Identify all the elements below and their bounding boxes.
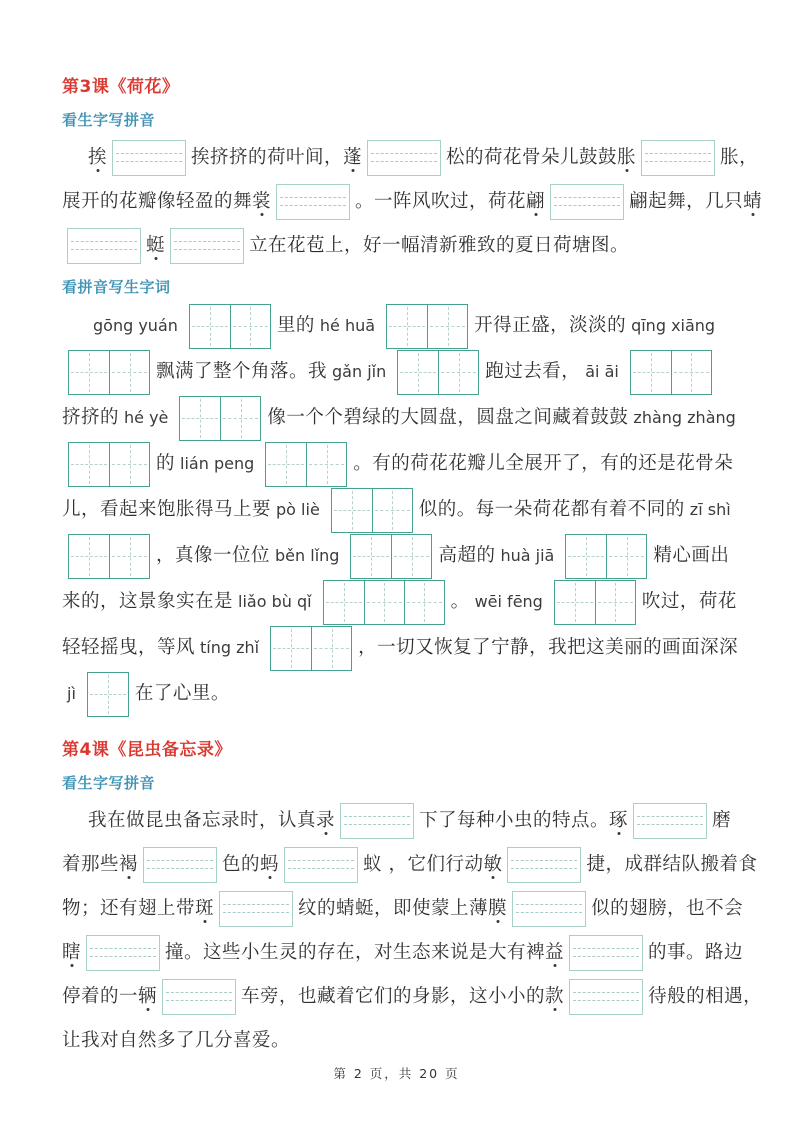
grid-cell <box>220 397 260 440</box>
grid-cell <box>109 443 149 486</box>
emphasized-character: 挨 <box>88 146 108 168</box>
chinese-text: 胀， <box>720 146 759 168</box>
chinese-text: 待般的相遇， <box>648 985 763 1007</box>
text-line <box>62 395 739 441</box>
chinese-text: 磨 <box>712 809 732 831</box>
character-grid-box <box>630 350 712 395</box>
pinyin-answer-box <box>340 803 414 839</box>
text-line <box>62 487 739 533</box>
pinyin-answer-box <box>219 891 293 927</box>
pinyin-text: hé huā <box>319 316 376 335</box>
pinyin-answer-box <box>512 891 586 927</box>
grid-cell <box>555 581 595 624</box>
emphasized-character: 瞎 <box>62 941 82 963</box>
grid-cell <box>438 351 478 394</box>
pinyin-answer-box <box>550 184 624 220</box>
pinyin-text: āi āi <box>585 362 619 381</box>
lesson-section-1 <box>62 72 763 717</box>
text-line <box>62 441 739 487</box>
lesson-title: 第3课《荷花》 <box>62 77 180 97</box>
chinese-text: 停着的一 <box>62 985 139 1007</box>
pinyin-text: huà jiā <box>500 546 555 565</box>
text-line <box>62 533 739 579</box>
chinese-text: 车旁，也藏着它们的身影，这小小的 <box>241 985 546 1007</box>
pinyin-text: liǎo bù qǐ <box>238 592 312 611</box>
emphasized-character: 胀 <box>617 146 637 168</box>
grid-cell <box>404 581 444 624</box>
chinese-text: 色的 <box>222 853 261 875</box>
grid-cell <box>109 351 149 394</box>
grid-cell <box>69 443 109 486</box>
chinese-text: ，一切又恢复了宁静，我把这美丽的画面深深 <box>358 636 739 658</box>
chinese-text: 撞。这些小生灵的存在，对生态来说是大有裨 <box>165 941 546 963</box>
grid-cell <box>271 627 311 670</box>
pinyin-answer-box <box>170 228 244 264</box>
exercise-type-label: 看生字写拼音 <box>62 111 156 129</box>
chinese-text: 挤挤的 <box>62 406 120 428</box>
text-line <box>62 625 739 671</box>
exercise-paragraph <box>62 136 763 268</box>
chinese-text: 让我对自然多了几分喜爱。 <box>62 1029 291 1051</box>
chinese-text: 精心画出 <box>653 544 730 566</box>
chinese-text: 纹的蜻蜓，即使蒙上薄 <box>298 897 489 919</box>
character-grid-box <box>265 442 347 487</box>
chinese-text: 的事。路边 <box>648 941 744 963</box>
emphasized-character: 翩 <box>526 190 546 212</box>
lesson-title: 第4课《昆虫备忘录》 <box>62 740 232 760</box>
chinese-text: 里的 <box>276 314 315 336</box>
grid-cell <box>387 305 427 348</box>
exercise-type-label: 看生字写拼音 <box>62 774 156 792</box>
character-grid-box <box>350 534 432 579</box>
chinese-text: 轻轻摇曳，等风 <box>62 636 196 658</box>
chinese-text: 挨挤挤的荷叶间， <box>191 146 344 168</box>
chinese-text: 着那些 <box>62 853 120 875</box>
chinese-text: 似的翅膀，也不会 <box>591 897 744 919</box>
grid-cell <box>566 535 606 578</box>
grid-cell <box>606 535 646 578</box>
emphasized-character: 裳 <box>252 190 272 212</box>
text-line <box>62 349 739 395</box>
chinese-text: 。 <box>450 590 470 612</box>
character-grid-box <box>179 396 261 441</box>
grid-cell <box>427 305 467 348</box>
emphasized-character: 敏 <box>483 853 503 875</box>
grid-cell <box>391 535 431 578</box>
grid-cell <box>324 581 364 624</box>
character-grid-box <box>68 350 150 395</box>
pinyin-text: lián peng <box>180 454 255 473</box>
pinyin-text: pò liè <box>276 500 320 519</box>
character-grid-box <box>386 304 468 349</box>
character-grid-box <box>270 626 352 671</box>
text-line <box>62 843 758 887</box>
grid-cell <box>595 581 635 624</box>
text-line <box>62 975 763 1019</box>
grid-cell <box>190 305 230 348</box>
grid-cell <box>311 627 351 670</box>
grid-cell <box>306 443 346 486</box>
pinyin-answer-box <box>507 847 581 883</box>
text-line <box>62 136 759 180</box>
text-line <box>62 579 739 625</box>
character-grid-box <box>87 672 129 717</box>
chinese-text: 立在花苞上，好一幅清新雅致的夏日荷塘图。 <box>249 234 630 256</box>
grid-cell <box>230 305 270 348</box>
emphasized-character: 辆 <box>138 985 158 1007</box>
chinese-text: 儿，看起来饱胀得马上要 <box>62 498 272 520</box>
emphasized-character: 蓬 <box>343 146 363 168</box>
pinyin-answer-box <box>112 140 186 176</box>
emphasized-character: 款 <box>545 985 565 1007</box>
chinese-text: 下了每种小虫的特点。 <box>419 809 610 831</box>
grid-cell <box>372 489 412 532</box>
chinese-text: 展开的花瓣像轻盈的舞 <box>62 190 253 212</box>
exercise-paragraph <box>62 303 739 717</box>
chinese-text: 物；还有翅上带 <box>62 897 196 919</box>
chinese-text: 开得正盛，淡淡的 <box>474 314 627 336</box>
grid-cell <box>351 535 391 578</box>
emphasized-character: 斑 <box>195 897 215 919</box>
emphasized-character: 蜓 <box>146 234 166 256</box>
chinese-text: 高超的 <box>438 544 496 566</box>
pinyin-text: zhàng zhàng <box>633 408 736 427</box>
pinyin-text: qīng xiāng <box>631 316 716 335</box>
grid-cell <box>364 581 404 624</box>
grid-cell <box>332 489 372 532</box>
emphasized-character: 蚂 <box>260 853 280 875</box>
page-footer: 第 2 页，共 20 页 <box>333 1066 460 1081</box>
text-line <box>62 1019 739 1063</box>
pinyin-text: zī shì <box>689 500 731 519</box>
chinese-text: 松的荷花骨朵儿鼓鼓 <box>446 146 618 168</box>
lesson-section-2 <box>62 735 763 1063</box>
character-grid-box <box>189 304 271 349</box>
chinese-text: 。一阵风吹过，荷花 <box>355 190 527 212</box>
emphasized-character: 蜻 <box>743 190 763 212</box>
grid-cell <box>69 535 109 578</box>
pinyin-text: běn lǐng <box>275 546 340 565</box>
emphasized-character: 益 <box>545 941 565 963</box>
chinese-text: 我在做昆虫备忘录时，认真 <box>88 809 317 831</box>
character-grid-box <box>565 534 647 579</box>
exercise-paragraph <box>62 799 763 1063</box>
character-grid-box <box>323 580 445 625</box>
character-grid-box <box>68 442 150 487</box>
grid-cell <box>69 351 109 394</box>
chinese-text: 捷，成群结队搬着食 <box>586 853 758 875</box>
chinese-text: 翩起舞，几只 <box>629 190 744 212</box>
chinese-text: ，真像一位位 <box>156 544 271 566</box>
pinyin-text: hé yè <box>124 408 169 427</box>
grid-cell <box>631 351 671 394</box>
pinyin-text: gōng yuán <box>93 316 178 335</box>
chinese-text: 。有的荷花花瓣儿全展开了，有的还是花骨朵 <box>353 452 734 474</box>
text-line <box>62 303 739 349</box>
chinese-text: 吹过，荷花 <box>641 590 737 612</box>
chinese-text: 似的。每一朵荷花都有着不同的 <box>418 498 685 520</box>
pinyin-text: gǎn jǐn <box>332 362 387 381</box>
text-line <box>62 671 739 717</box>
character-grid-box <box>554 580 636 625</box>
chinese-text: 蚁 ，它们行动 <box>363 853 484 875</box>
chinese-text: 来的，这景象实在是 <box>62 590 234 612</box>
grid-cell <box>109 535 149 578</box>
chinese-text: 像一个个碧绿的大圆盘，圆盘之间藏着鼓鼓 <box>267 406 629 428</box>
grid-cell <box>88 673 128 716</box>
character-grid-box <box>68 534 150 579</box>
pinyin-answer-box <box>86 935 160 971</box>
pinyin-answer-box <box>569 979 643 1015</box>
chinese-text: 跑过去看， <box>485 360 581 382</box>
character-grid-box <box>331 488 413 533</box>
pinyin-answer-box <box>569 935 643 971</box>
chinese-text: 在了心里。 <box>134 682 230 704</box>
grid-cell <box>398 351 438 394</box>
emphasized-character: 褐 <box>119 853 139 875</box>
pinyin-text: tíng zhǐ <box>200 638 260 657</box>
worksheet-content <box>62 72 763 1063</box>
chinese-text: 的 <box>156 452 176 474</box>
text-line <box>62 887 744 931</box>
pinyin-answer-box <box>641 140 715 176</box>
text-line <box>62 224 739 268</box>
text-line <box>62 799 739 843</box>
pinyin-answer-box <box>367 140 441 176</box>
text-line <box>62 180 763 224</box>
pinyin-text: wēi fēng <box>474 592 543 611</box>
pinyin-text: jì <box>67 684 76 703</box>
emphasized-character: 膜 <box>488 897 508 919</box>
grid-cell <box>180 397 220 440</box>
pinyin-answer-box <box>633 803 707 839</box>
pinyin-answer-box <box>67 228 141 264</box>
emphasized-character: 录 <box>316 809 336 831</box>
grid-cell <box>671 351 711 394</box>
text-line <box>62 931 744 975</box>
pinyin-answer-box <box>276 184 350 220</box>
pinyin-answer-box <box>162 979 236 1015</box>
chinese-text: 飘满了整个角落。我 <box>156 360 328 382</box>
emphasized-character: 琢 <box>609 809 629 831</box>
pinyin-answer-box <box>284 847 358 883</box>
character-grid-box <box>397 350 479 395</box>
pinyin-answer-box <box>143 847 217 883</box>
exercise-type-label: 看拼音写生字词 <box>62 278 171 296</box>
grid-cell <box>266 443 306 486</box>
